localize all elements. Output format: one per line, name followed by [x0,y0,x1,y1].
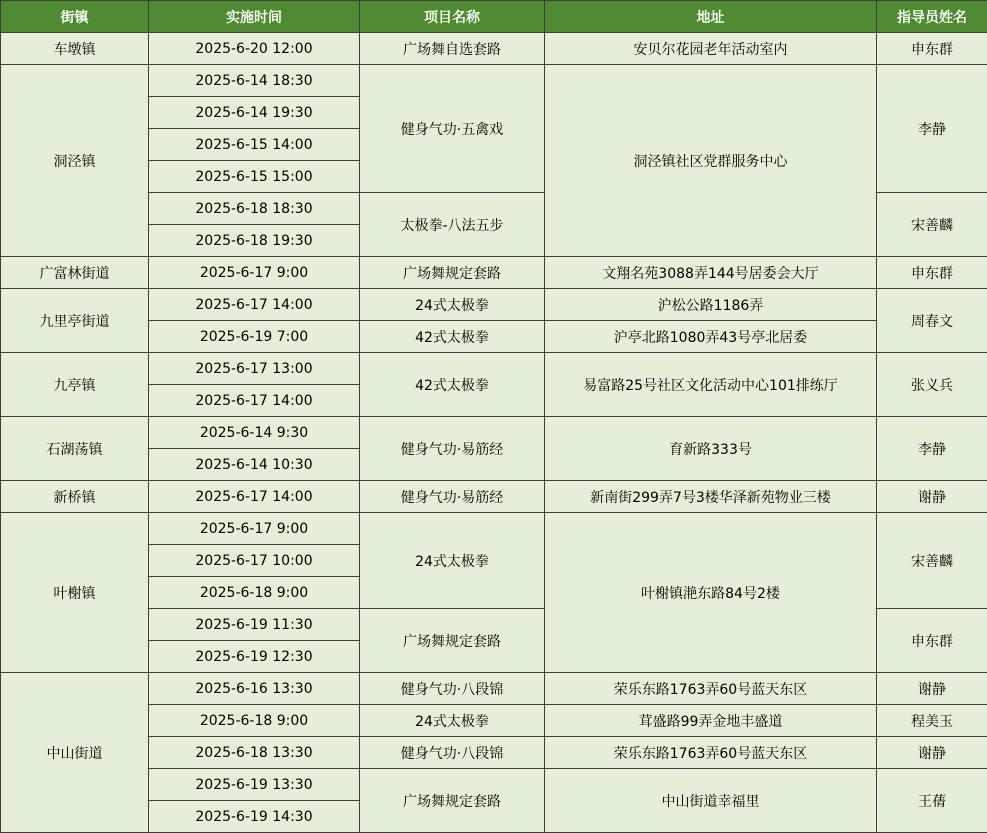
time-cell: 2025-6-17 10:00 [149,545,360,577]
town-cell: 叶榭镇 [1,513,149,673]
time-cell: 2025-6-17 14:00 [149,385,360,417]
address-cell: 文翔名苑3088弄144号居委会大厅 [545,257,877,289]
address-cell: 沪松公路1186弄 [545,289,877,321]
instructor-cell: 周春文 [877,289,987,353]
time-cell: 2025-6-15 15:00 [149,161,360,193]
time-cell: 2025-6-14 18:30 [149,65,360,97]
project-cell: 广场舞规定套路 [360,769,545,833]
time-cell: 2025-6-17 13:00 [149,353,360,385]
table-row [1,769,987,801]
instructor-cell: 宋善麟 [877,513,987,609]
time-cell: 2025-6-16 13:30 [149,673,360,705]
table-row [1,321,987,353]
time-cell: 2025-6-15 14:00 [149,129,360,161]
time-cell: 2025-6-20 12:00 [149,33,360,65]
table-row [1,673,987,705]
time-cell: 2025-6-18 9:00 [149,705,360,737]
time-cell: 2025-6-18 19:30 [149,225,360,257]
time-cell: 2025-6-19 13:30 [149,769,360,801]
address-cell: 新南街299弄7号3楼华泽新苑物业三楼 [545,481,877,513]
instructor-cell: 李静 [877,417,987,481]
time-cell: 2025-6-19 11:30 [149,609,360,641]
time-cell: 2025-6-19 14:30 [149,801,360,833]
town-cell: 九里亭街道 [1,289,149,353]
header-town: 街镇 [1,1,149,33]
instructor-cell: 申东群 [877,609,987,673]
time-cell: 2025-6-14 9:30 [149,417,360,449]
instructor-cell: 宋善麟 [877,193,987,257]
table-row [1,289,987,321]
project-cell: 太极拳-八法五步 [360,193,545,257]
time-cell: 2025-6-14 10:30 [149,449,360,481]
project-cell: 42式太极拳 [360,353,545,417]
project-cell: 广场舞自选套路 [360,33,545,65]
address-cell: 易富路25号社区文化活动中心101排练厅 [545,353,877,417]
instructor-cell: 王蒨 [877,769,987,833]
header-project: 项目名称 [360,1,545,33]
project-cell: 42式太极拳 [360,321,545,353]
project-cell: 广场舞规定套路 [360,257,545,289]
header-time: 实施时间 [149,1,360,33]
town-cell: 广富林街道 [1,257,149,289]
town-cell: 九亭镇 [1,353,149,417]
table-row [1,513,987,545]
project-cell: 健身气功·八段锦 [360,673,545,705]
town-cell: 中山街道 [1,673,149,833]
table-row [1,705,987,737]
instructor-cell: 谢静 [877,481,987,513]
time-cell: 2025-6-14 19:30 [149,97,360,129]
project-cell: 24式太极拳 [360,289,545,321]
instructor-cell: 张义兵 [877,353,987,417]
time-cell: 2025-6-17 14:00 [149,289,360,321]
instructor-cell: 李静 [877,65,987,193]
table-row [1,481,987,513]
time-cell: 2025-6-19 12:30 [149,641,360,673]
town-cell: 新桥镇 [1,481,149,513]
header-instructor: 指导员姓名 [877,1,987,33]
time-cell: 2025-6-18 13:30 [149,737,360,769]
project-cell: 健身气功·易筋经 [360,417,545,481]
address-cell: 荣乐东路1763弄60号蓝天东区 [545,673,877,705]
address-cell: 安贝尔花园老年活动室内 [545,33,877,65]
table-row [1,33,987,65]
instructor-cell: 申东群 [877,257,987,289]
project-cell: 健身气功·五禽戏 [360,65,545,193]
instructor-cell: 申东群 [877,33,987,65]
instructor-cell: 谢静 [877,673,987,705]
project-cell: 健身气功·易筋经 [360,481,545,513]
address-cell: 叶榭镇滟东路84号2楼 [545,513,877,673]
time-cell: 2025-6-17 9:00 [149,513,360,545]
table-row [1,417,987,449]
address-cell: 洞泾镇社区党群服务中心 [545,65,877,257]
project-cell: 24式太极拳 [360,705,545,737]
table-row [1,257,987,289]
time-cell: 2025-6-17 9:00 [149,257,360,289]
town-cell: 石湖荡镇 [1,417,149,481]
address-cell: 茸盛路99弄金地丰盛道 [545,705,877,737]
town-cell: 车墩镇 [1,33,149,65]
time-cell: 2025-6-19 7:00 [149,321,360,353]
address-cell: 沪亭北路1080弄43号亭北居委 [545,321,877,353]
time-cell: 2025-6-18 9:00 [149,577,360,609]
time-cell: 2025-6-17 14:00 [149,481,360,513]
table-row [1,65,987,97]
project-cell: 24式太极拳 [360,513,545,609]
instructor-cell: 程美玉 [877,705,987,737]
header-address: 地址 [545,1,877,33]
project-cell: 健身气功·八段锦 [360,737,545,769]
table-row [1,353,987,385]
address-cell: 育新路333号 [545,417,877,481]
address-cell: 中山街道幸福里 [545,769,877,833]
time-cell: 2025-6-18 18:30 [149,193,360,225]
instructor-cell: 谢静 [877,737,987,769]
header-row [1,1,987,33]
town-cell: 洞泾镇 [1,65,149,257]
address-cell: 荣乐东路1763弄60号蓝天东区 [545,737,877,769]
table-row [1,737,987,769]
project-cell: 广场舞规定套路 [360,609,545,673]
